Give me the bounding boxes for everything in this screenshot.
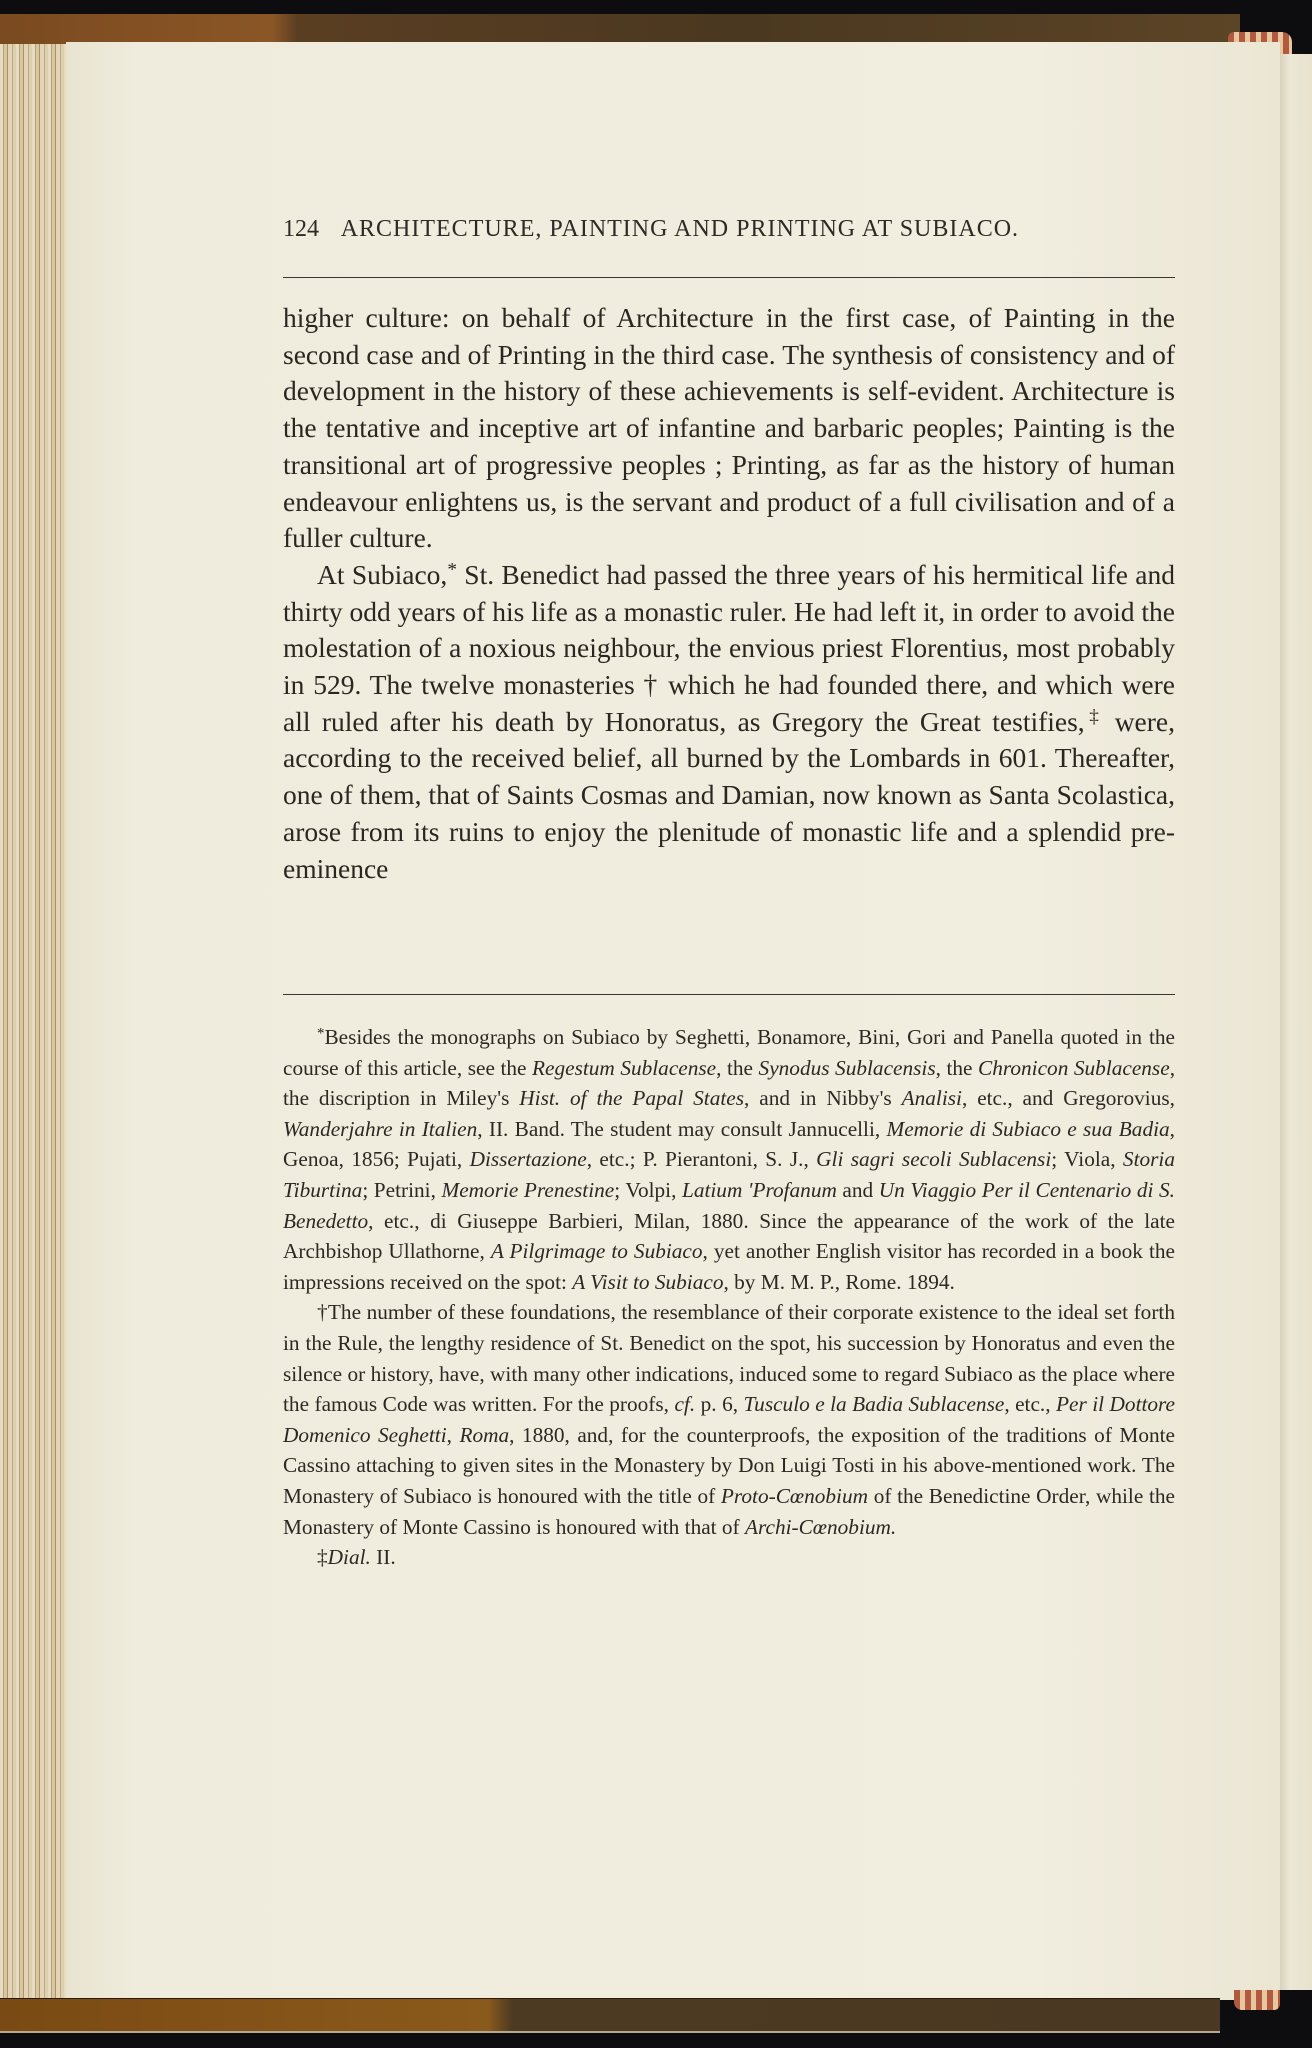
footnote-text: , and in Nibby's — [744, 1086, 902, 1111]
footnote-text: , II. Band. The student may consult Jannucelli, — [477, 1116, 887, 1141]
italic-title: Hist. of the Papal States — [519, 1086, 745, 1111]
italic-title: Gli sagri secoli Sublacensi — [816, 1147, 1052, 1172]
footnote-text: , Genoa, 1856; Pujati, — [283, 1116, 1175, 1172]
italic-title: Un Viaggio Per il Centenario di S. Benedetto — [283, 1177, 1175, 1233]
headband-bottom — [1234, 1990, 1280, 2010]
footnote-text: The number of these foundations, the resemblance of their corporate existence to the ideal set forth in the Rule, the lengthy residence of St. Benedict on the spot, his succession by Honoratus and even the silence or history, have, with many other indications, induced some to regard Subiaco as the place where the famous Code was written. For the proofs, — [283, 1300, 1175, 1417]
footnote-text: p. 6, — [695, 1392, 744, 1417]
italic-title: Analisi — [901, 1086, 962, 1111]
italic-title: Wanderjahre in Italien — [283, 1116, 478, 1141]
footnote-ddagger — [283, 1542, 1175, 1573]
italic-title: Storia Tiburtina — [283, 1147, 1175, 1202]
footnote-text: of the Benedictine Order, while the Monastery of Monte Cassino is honoured with that of — [283, 1483, 1175, 1539]
footnote-text: , yet another English visitor has recorded in a book the impressions received on the spot: — [283, 1239, 1175, 1294]
book-cover-bottom-edge — [0, 1998, 1220, 2033]
footnote-text: , etc., di Giuseppe Barbieri, Milan, 1880. Since the appearance of the work of the late Archbishop Ullathorne, — [283, 1208, 1175, 1264]
footnote-mark: ‡ — [317, 1545, 328, 1570]
footnote-text: ; Petrini, — [362, 1177, 442, 1202]
footnote-star — [283, 1022, 1175, 1297]
italic-title: Dissertazione — [469, 1147, 587, 1172]
italic-title: Proto-Cœnobium — [720, 1483, 869, 1508]
italic-title: Archi-Cœnobium. — [744, 1514, 897, 1539]
footnote-ref-dagger[interactable]: † — [643, 669, 660, 701]
footnote-text: , 1880, and, for the counterproofs, the exposition of the traditions of Monte Cassino attaching to given sites in the Monastery by Don Luigi Tosti in his above-mentioned work. The Monastery of Subiaco is honoured with the title of — [283, 1422, 1175, 1508]
italic-title: Dial. — [327, 1545, 371, 1570]
footnote-text: , etc., — [1004, 1392, 1057, 1417]
italic-title: Per il Dottore Domenico Seghetti — [283, 1392, 1175, 1447]
footnote-ref-ddagger[interactable]: ‡ — [1084, 706, 1104, 728]
italic-title: cf. — [674, 1392, 696, 1417]
footnote-text: , — [446, 1422, 460, 1447]
running-title: ARCHITECTURE, PAINTING AND PRINTING AT SUBIACO. — [340, 216, 1020, 242]
footnote-dagger — [283, 1297, 1175, 1542]
footnote-text: , the — [935, 1055, 979, 1080]
italic-title: Tusculo e la Badia Sublacense — [743, 1392, 1005, 1417]
italic-title: Roma — [459, 1422, 510, 1447]
italic-title: Memorie di Subiaco e sua Badia — [886, 1116, 1170, 1141]
italic-title: Regestum Sublacense — [532, 1055, 717, 1080]
footnote-text: Besides the monographs on Subiaco by Seghetti, Bonamore, Bini, Gori and Panella quoted in the course of this article, see the — [283, 1025, 1175, 1080]
footnotes — [283, 1022, 1175, 1573]
footnote-text: , the discription in Miley's — [283, 1055, 1176, 1111]
footnote-mark: * — [317, 1025, 325, 1042]
italic-title: A Visit to Subiaco — [572, 1269, 724, 1294]
paragraph-1: higher culture: on behalf of Architecture in the first case, of Painting in the second case and of Printing in the third case. The synthesis of consistency and of development in the history of these achievements is self-evident. Architecture is the tentative and inceptive art of infantine and barbaric peoples; Painting is the transitional art of progressive peoples ; Printing, as far as the history of human endeavour enlightens us, is the servant and product of a full civilisation and of a fuller culture. — [283, 302, 1175, 554]
book-cover-top-edge — [0, 14, 1240, 45]
italic-title: Memorie Prenestine — [441, 1177, 615, 1202]
footnote-ref-star[interactable]: * — [447, 559, 457, 581]
italic-title: Latium 'Profanum — [681, 1177, 837, 1202]
italic-title: Synodus Sublacensis — [758, 1055, 936, 1080]
footnote-text: , by M. M. P., Rome. 1894. — [723, 1269, 955, 1294]
running-header — [283, 216, 1183, 243]
footnote-text: and — [836, 1177, 879, 1202]
italic-title: A Pilgrimage to Subiaco — [490, 1239, 703, 1264]
facing-page-edge — [1280, 54, 1312, 1990]
paragraph-2: At Subiaco,* St. Benedict had passed the three years of his hermitical life and thirty odd years of his life as a monastic ruler. He had left it, in order to avoid the molestation of a noxious neighbour, the envious priest Florentius, most probably in 529. The twelve monasteries † which he had founded there, and which were all ruled after his death by Honoratus, as Gregory the Great testifies,‡ were, according to the received belief, all burned by the Lombards in 601. Thereafter, one of them, that of Saints Cosmas and Damian, now known as Santa Scolastica, arose from its ruins to enjoy the plenitude of monastic life and a splendid pre-eminence — [283, 558, 1175, 884]
italic-title: Chronicon Sublacense — [978, 1055, 1170, 1080]
footnote-text: , etc.; P. Pierantoni, S. J., — [586, 1147, 817, 1172]
footnote-text: , etc., and Gregorovius, — [961, 1086, 1175, 1111]
footnote-text: , the — [716, 1055, 759, 1080]
body-text — [283, 300, 1175, 887]
footnote-text: ; Volpi, — [614, 1177, 682, 1202]
footnote-text: ; Viola, — [1051, 1147, 1123, 1172]
footnote-rule — [283, 994, 1175, 995]
footnote-text: II. — [370, 1545, 396, 1570]
page-number: 124 — [283, 216, 319, 242]
header-rule — [283, 277, 1175, 278]
page-block-edges — [0, 44, 66, 2000]
footnote-mark: † — [317, 1300, 328, 1325]
